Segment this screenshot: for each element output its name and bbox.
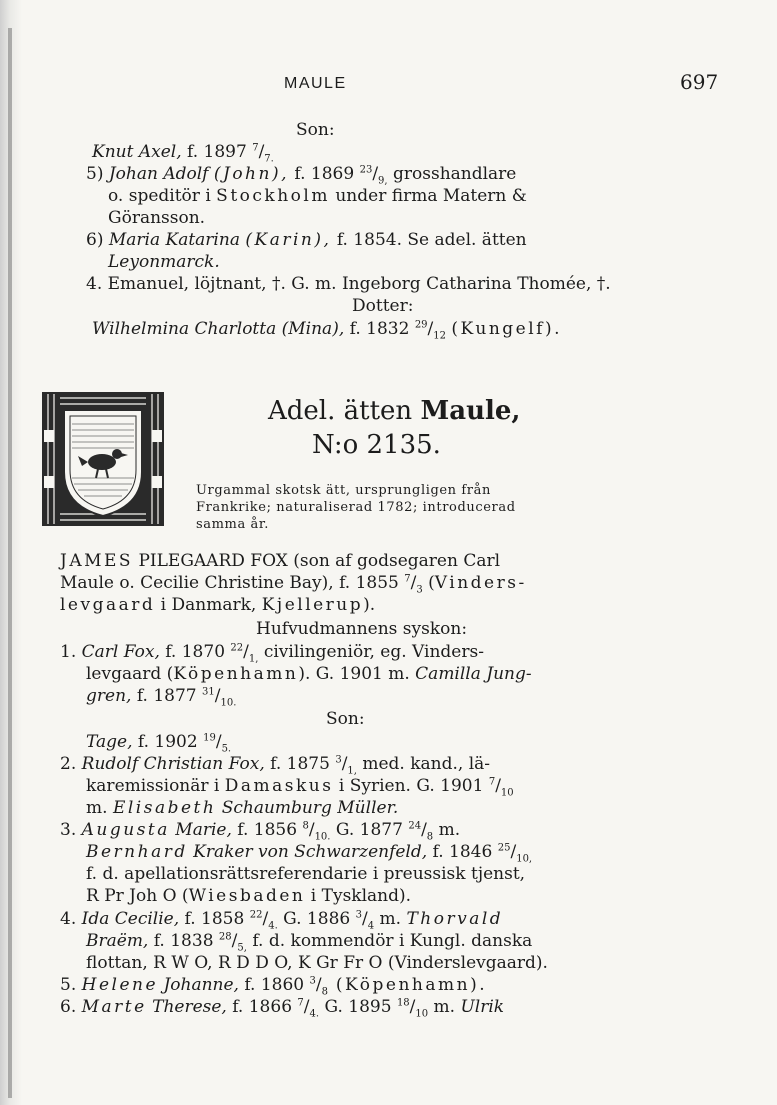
date-month: 3 [416, 584, 423, 596]
text: under firma Matern & [329, 186, 527, 206]
text: ( [422, 573, 435, 593]
entry-number: 5) [86, 164, 104, 184]
date-day: 22 [230, 642, 244, 654]
section-desc-1: Urgammal skotsk ätt, ursprungligen från [196, 483, 491, 498]
spouse-name: Braëm, [86, 931, 149, 951]
birth-date: f. 1870 [165, 642, 231, 662]
date-day: 28 [218, 931, 232, 943]
birth-date: f. 1838 [148, 931, 219, 951]
text: m. [433, 820, 461, 840]
spouse-name: Thorvald [406, 909, 504, 929]
entry-emanuel: 4. Emanuel, löjtnant, †. G. m. Ingeborg Catharina Thomée, †. [86, 274, 611, 294]
date-day: 3 [335, 754, 342, 766]
person-name: Tage, [86, 732, 133, 752]
sibling-rudolf: 2. Rudolf Christian Fox, f. 1875 $^3/_{1,}$ med. kand., lä- [60, 754, 491, 777]
entry-maria-line2: Leyonmarck. [108, 252, 220, 272]
person-name: Augusta [81, 820, 170, 840]
date-month: 8 [426, 831, 434, 843]
title-prefix: Adel. ätten [268, 396, 421, 426]
date-month: 4. [309, 1008, 320, 1020]
section-number: N:o 2135. [312, 430, 441, 460]
birth-date: f. 1902 [132, 732, 204, 752]
birth-date: f. 1846 [427, 842, 498, 862]
family-name: Maule, [420, 396, 521, 426]
sibling-marte: 6. Marte Therese, f. 1866 $^7/_{4.}$ G. 1895 $^{18}/_{10}$ m. Ulrik [60, 997, 505, 1020]
birth-date: f. 1869 [294, 164, 360, 184]
text: m. [428, 997, 461, 1017]
birth-date: f. 1832 [349, 319, 415, 339]
sibling-ida-line3: flottan, R W O, R D D O, K Gr Fr O (Vinderslevgaard). [86, 953, 548, 973]
entry-number: 3. [60, 820, 77, 840]
sibling-rudolf-line2: karemissionär i Damaskus i Syrien. G. 1901 $^7/_{10}$ [86, 776, 514, 799]
dotter-heading: Dotter: [352, 296, 414, 316]
entry-number: 4. [60, 909, 77, 929]
text: Maule o. Cecilie Christine Bay), f. 1855 [60, 573, 405, 593]
person-nickname: (John), [213, 164, 289, 184]
son-heading-2: Son: [326, 709, 365, 729]
place-name: levgaard [60, 595, 156, 615]
birth-date: f. 1866 [226, 997, 298, 1017]
date-day: 3 [355, 909, 362, 921]
person-name: Wilhelmina Charlotta (Mina), [92, 319, 345, 339]
running-title: MAULE [284, 75, 347, 92]
birth-date: f. 1877 [131, 686, 202, 706]
place-name: Kjellerup [261, 595, 364, 615]
date-month: 10 [415, 1008, 429, 1020]
coat-of-arms-icon [40, 390, 166, 528]
date-day: 8 [302, 820, 309, 832]
date-day: 29 [414, 319, 428, 331]
spouse-name: Schaumburg Müller. [216, 798, 399, 818]
entry-knut: Knut Axel, f. 1897 $^7/_{7.}$ [92, 142, 274, 165]
entry-wilhelmina: Wilhelmina Charlotta (Mina), f. 1832 $^{29}/_{12}$ (Kungelf). [92, 319, 562, 342]
birth-date: f. 1856 [231, 820, 303, 840]
date-month: 4. [268, 920, 278, 932]
sibling-ida-line2: Braëm, f. 1838 $^{28}/_{5,}$ f. d. kommendör i Kungl. danska [86, 931, 533, 954]
date-day: 3 [309, 975, 316, 987]
person-nickname: (Karin), [245, 230, 332, 250]
place-name: Köpenhamn [173, 664, 299, 684]
sibling-augusta-line3: f. d. apellationsrättsreferendarie i preussisk tjenst, [86, 864, 526, 884]
text: R Pr Joh O ( [86, 886, 189, 906]
date-month: 1, [248, 653, 259, 665]
place-name: Damaskus [224, 776, 334, 796]
person-name: Ida Cecilie, [81, 909, 180, 929]
text: m. [86, 798, 113, 818]
person-name: Johan Adolf [108, 164, 209, 184]
place-name: Stockholm [216, 186, 330, 206]
date-day: 22 [249, 909, 263, 921]
section-title [268, 396, 520, 426]
sibling-augusta-line4 [86, 885, 411, 907]
person-name: Rudolf Christian Fox, [81, 754, 265, 774]
occupation: grosshandlare [393, 164, 517, 184]
section-desc-3: samma år. [196, 517, 270, 532]
text: o. speditör i [108, 186, 217, 206]
sibling-rudolf-line3 [86, 797, 398, 819]
occupation: med. kand., lä- [356, 754, 491, 774]
birth-date: f. 1858 [179, 909, 250, 929]
person-name: JAMES [60, 551, 134, 571]
entry-johan-line2 [108, 185, 527, 207]
date-day: 7 [252, 142, 259, 154]
spouse-name: Bernhard [86, 842, 188, 862]
entry-number: 6) [86, 230, 104, 250]
date-month: 12 [433, 330, 447, 342]
spouse-name: Kraker von Schwarzenfeld, [187, 842, 428, 862]
section-desc-2: Frankrike; naturaliserad 1782; introducerad [196, 500, 516, 515]
spouse-name: Ulrik [460, 997, 505, 1017]
text: i Danmark, [155, 595, 262, 615]
place-name: (Kungelf). [451, 319, 562, 339]
sibling-carl: 1. Carl Fox, f. 1870 $^{22}/_{1,}$ civilingeniör, eg. Vinders- [60, 642, 484, 665]
marriage-date: G. 1877 [330, 820, 409, 840]
person-name: Knut Axel, [92, 142, 182, 162]
date-day: 25 [497, 842, 511, 854]
date-month: 7. [264, 153, 274, 165]
date-month: 10, [516, 853, 533, 865]
date-month: 5. [221, 743, 232, 755]
occupation: f. d. kommendör i Kungl. danska [246, 931, 533, 951]
place-name: Wiesbaden [188, 886, 306, 906]
marriage-date: G. 1886 [277, 909, 356, 929]
james-line1 [60, 550, 500, 572]
place-name: Vinders- [434, 573, 527, 593]
text: f. 1854. Se adel. ätten [336, 230, 527, 250]
entry-number: 6. [60, 997, 77, 1017]
son-heading: Son: [296, 120, 335, 140]
date-day: 18 [396, 997, 410, 1009]
james-line2: Maule o. Cecilie Christine Bay), f. 1855 $^7/_3$ (Vinders- [60, 573, 527, 596]
place-name: (Köpenhamn). [328, 975, 488, 995]
text: i Syrien. G. 1901 [333, 776, 489, 796]
person-name: Maria Katarina [108, 230, 240, 250]
date-day: 31 [202, 686, 215, 698]
text: i Tyskland). [305, 886, 412, 906]
page-number: 697 [680, 70, 719, 94]
date-day: 7 [488, 776, 496, 788]
sibling-helene: 5. Helene Johanne, f. 1860 $^3/_8$ (Köpenhamn). [60, 975, 488, 998]
entry-johan: 5) Johan Adolf (John), f. 1869 $^{23}/_{9,}$ grosshandlare [86, 164, 517, 187]
person-name: Johanne, [158, 975, 239, 995]
date-day: 19 [203, 732, 216, 744]
person-name: Marte [81, 997, 147, 1017]
date-month: 5, [237, 942, 247, 954]
entry-number: 5. [60, 975, 77, 995]
sibling-carl-line3: gren, f. 1877 $^{31}/_{10.}$ [86, 686, 237, 709]
date-day: 7 [404, 573, 411, 585]
text: karemissionär i [86, 776, 225, 796]
text: m. [374, 909, 407, 929]
birth-date: f. 1875 [264, 754, 336, 774]
date-month: 8 [321, 986, 329, 998]
spouse-name: Elisabeth [112, 798, 217, 818]
date-month: 9, [378, 175, 388, 187]
birth-date: f. 1897 [187, 142, 253, 162]
sibling-carl-line2 [86, 663, 532, 685]
marriage-date: G. 1895 [319, 997, 397, 1017]
siblings-heading: Hufvudmannens syskon: [256, 619, 468, 639]
date-month: 4 [367, 920, 375, 932]
date-day: 7 [297, 997, 304, 1009]
birth-date: f. 1860 [238, 975, 310, 995]
date-day: 23 [359, 164, 373, 176]
entry-johan-line3: Göransson. [108, 208, 206, 228]
person-name: Carl Fox, [81, 642, 160, 662]
person-name: Marie, [169, 820, 232, 840]
sibling-ida: 4. Ida Cecilie, f. 1858 $^{22}/_{4.}$ G. 1886 $^3/_4$ m. Thorvald [60, 909, 504, 932]
james-line3 [60, 594, 375, 616]
entry-tage: Tage, f. 1902 $^{19}/_{5.}$ [86, 732, 232, 755]
date-month: 1, [347, 765, 357, 777]
date-month: 10 [500, 787, 514, 799]
sibling-augusta: 3. Augusta Marie, f. 1856 $^8/_{10.}$ G. 1877 $^{24}/_8$ m. [60, 820, 461, 843]
spouse-name: Camilla Jung- [415, 664, 532, 684]
text: ). G. 1901 m. [298, 664, 416, 684]
date-day: 24 [408, 820, 422, 832]
spouse-name: gren, [86, 686, 132, 706]
text: ). [363, 595, 376, 615]
sibling-augusta-line2: Bernhard Kraker von Schwarzenfeld, f. 1846 $^{25}/_{10,}$ [86, 842, 533, 865]
entry-number: 1. [60, 642, 77, 662]
occupation: civilingeniör, eg. Vinders- [263, 642, 484, 662]
entry-maria [86, 229, 527, 251]
date-month: 10. [220, 697, 237, 709]
person-name: Helene [81, 975, 159, 995]
text: PILEGAARD FOX (son af godsegaren Carl [133, 551, 501, 571]
date-month: 10. [314, 831, 331, 843]
entry-number: 2. [60, 754, 77, 774]
person-name: Therese, [146, 997, 227, 1017]
text: levgaard ( [86, 664, 174, 684]
